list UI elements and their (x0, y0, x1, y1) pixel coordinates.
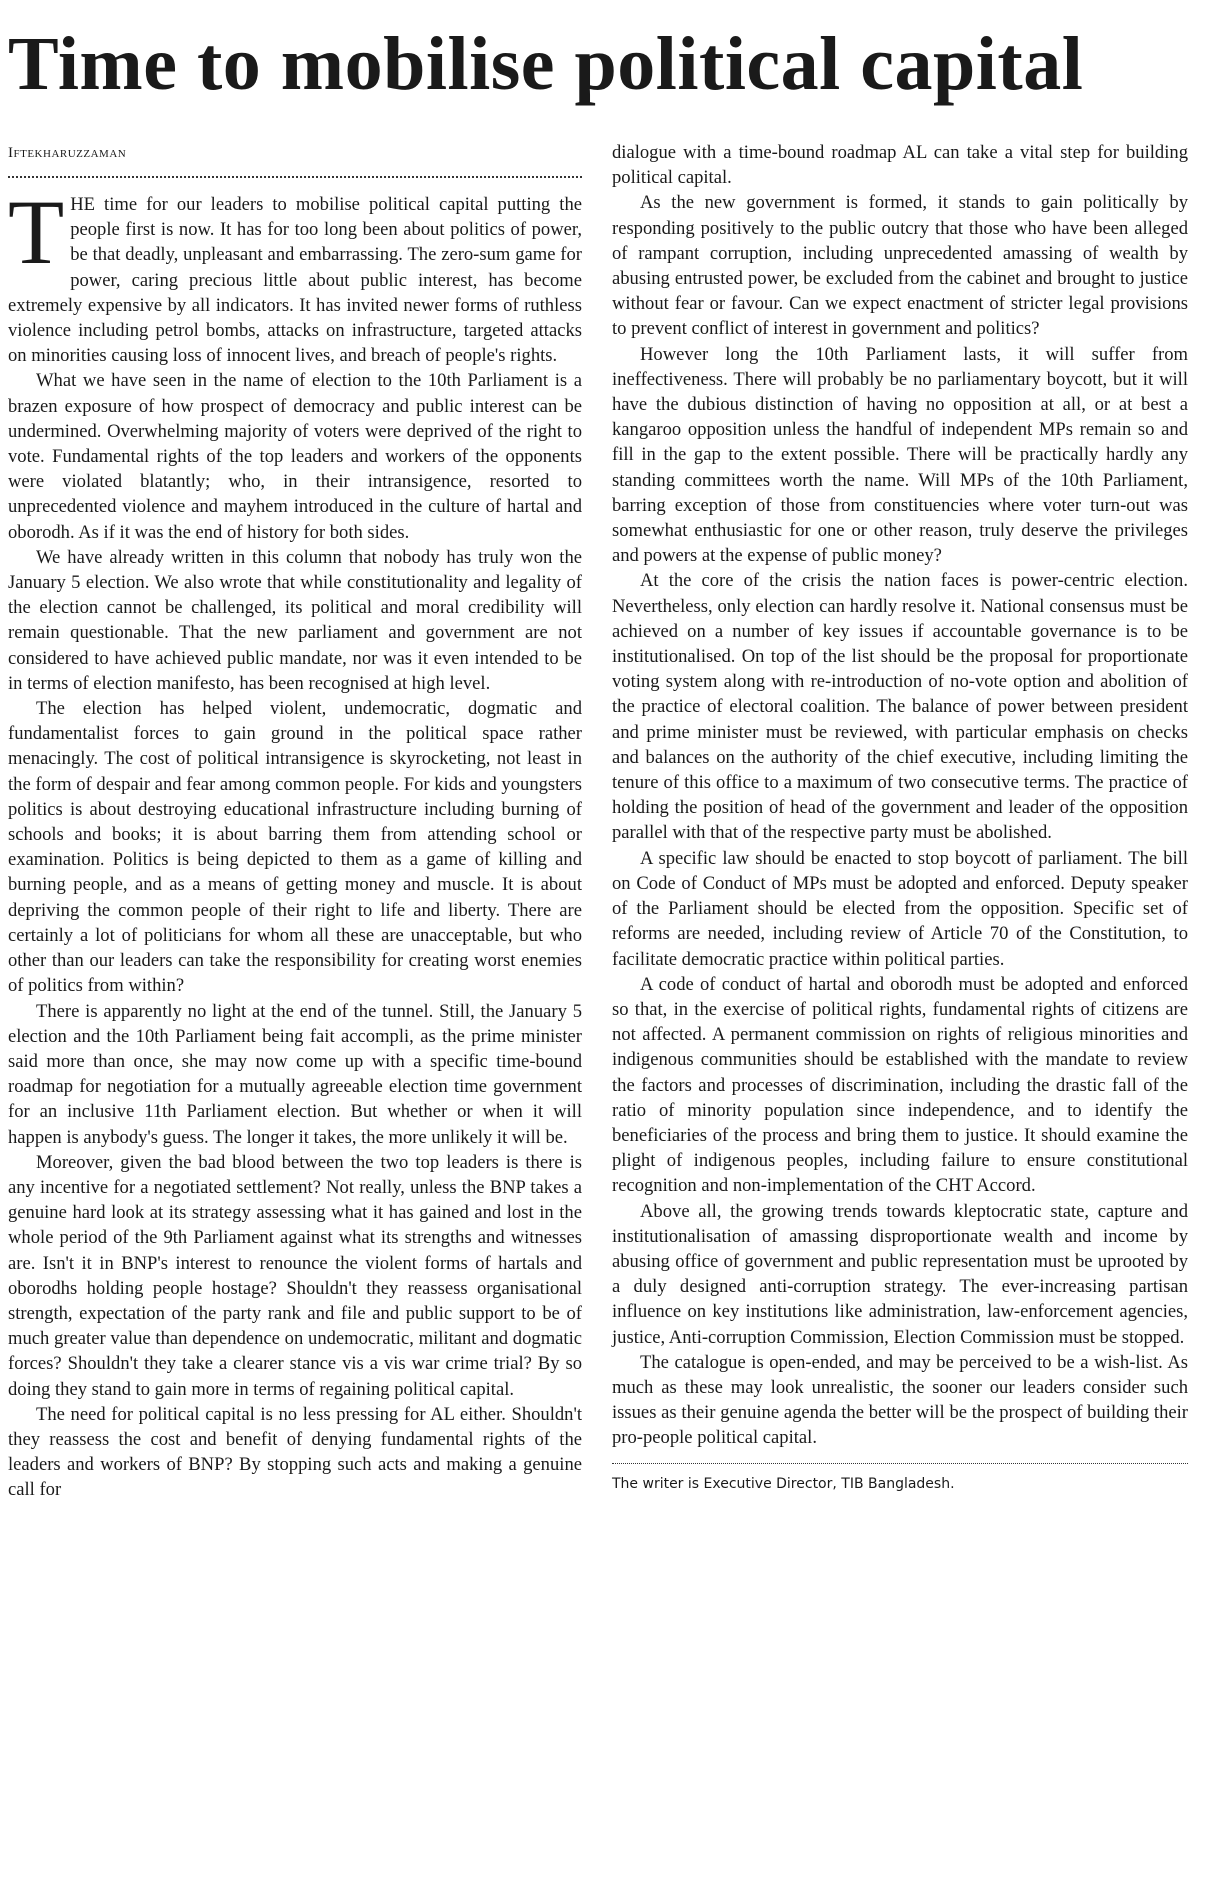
paragraph: As the new government is formed, it stands to gain politically by responding positively to the public outcry that those who have been alleged of rampant corruption, including unprecedented amassing of wealth by abusing entrusted power, be excluded from the cabinet and brought to justice without fear or favour. Can we expect enactment of stricter legal provisions to prevent conflict of interest in government and politics? (612, 192, 1188, 340)
right-column (612, 140, 1188, 1494)
paragraph: There is apparently no light at the end of the tunnel. Still, the January 5 election and the 10th Parliament being fait accompli, as the prime minister said more than once, she may now come up with a specific time-bound roadmap for negotiation for a mutually agreeable election time government for an inclusive 11th Parliament election. But whether or when it will happen is anybody's guess. The longer it takes, the more unlikely it will be. (8, 1000, 582, 1148)
paragraph: At the core of the crisis the nation faces is power-centric election. Nevertheless, only election can hardly resolve it. National consensus must be achieved on a number of key issues if accountable governance is to be institutionalised. On top of the list should be the proposal for proportionate voting system along with re-introduction of no-vote option and abolition of the practice of electoral coalition. The balance of power between president and prime minister must be reviewed, with particular emphasis on checks and balances on the authority of the chief executive, including limiting the tenure of this office to a maximum of two consecutive terms. The practice of holding the position of head of the government and leader of the opposition parallel with that of the respective party must be abolished. (612, 570, 1188, 844)
paragraph: The need for political capital is no less pressing for AL either. Shouldn't they reassess the cost and benefit of denying fundamental rights of the leaders and workers of BNP? By stopping such acts and making a genuine call for (8, 1403, 582, 1501)
byline: Iftekharuzzaman (8, 145, 127, 161)
paragraph: Above all, the growing trends towards kleptocratic state, capture and institutionalisation of amassing disproportionate wealth and income by abusing office of government and public representation must be uprooted by a duly designed anti-corruption strategy. The ever-increasing partisan influence on key institutions like administration, law-enforcement agencies, justice, Anti-corruption Commission, Election Commission must be stopped. (612, 1200, 1188, 1348)
first-paragraph-text: HE time for our leaders to mobilise political capital putting the people first is now. It has for too long been about politics of power, be that deadly, unpleasant and embarrassing. The zero-sum game for power, caring precious little about public interest, has become extremely expensive by all indicators. It has invited newer forms of ruthless violence including petrol bombs, attacks on infrastructure, targeted attacks on minorities causing loss of innocent lives, and breach of people's rights. (8, 194, 582, 367)
paragraph: The election has helped violent, undemocratic, dogmatic and fundamentalist forces to gain ground in the political space rather menacingly. The cost of political intransigence is skyrocketing, not least in the form of despair and fear among common people. For kids and youngsters politics is about destroying educational infrastructure including burning of schools and books; it is about barring them from attending school or examination. Politics is being depicted to them as a game of killing and burning people, and as a means of getting money and muscle. It is about depriving the common people of their right to life and liberty. There are certainly a lot of politicians for whom all these are unacceptable, but who other than our leaders can take the responsibility for creating worst enemies of politics from within? (8, 698, 582, 997)
paragraph: The catalogue is open-ended, and may be perceived to be a wish-list. As much as these may look unrealistic, the sooner our leaders consider such issues as their genuine agenda the better will be the prospect of building their pro-people political capital. (612, 1351, 1188, 1449)
first-paragraph (8, 181, 582, 368)
dropcap: T (8, 181, 65, 283)
author-note: The writer is Executive Director, TIB Bangladesh. (612, 1475, 955, 1492)
headline: Time to mobilise political capital (8, 22, 1084, 106)
paragraph: However long the 10th Parliament lasts, it will suffer from ineffectiveness. There will probably be no parliamentary boycott, but it will have the dubious distinction of having no opposition at all, or at best a kangaroo opposition unless the handful of independent MPs remain so and fill in the gap to the extent possible. There will be practically hardly any standing committees worth the name. Will MPs of the 10th Parliament, barring exception of those from constituencies where voter turn-out was somewhat enthusiastic for one or other reason, truly deserve the privileges and powers at the expense of public money? (612, 343, 1188, 567)
footer-divider (612, 1463, 1188, 1464)
paragraph: A code of conduct of hartal and oborodh must be adopted and enforced so that, in the exercise of political rights, fundamental rights of citizens are not affected. A permanent commission on rights of religious minorities and indigenous communities should be established with the mandate to review the factors and processes of discrimination, including the drastic fall of the ratio of minority population since independence, and to identify the beneficiaries of the process and bring them to justice. It should examine the plight of indigenous peoples, including failure to ensure constitutional recognition and non-implementation of the CHT Accord. (612, 973, 1188, 1197)
continued-paragraph: dialogue with a time-bound roadmap AL can take a vital step for building political capital. (612, 142, 1188, 189)
paragraph: We have already written in this column that nobody has truly won the January 5 election. We also wrote that while constitutionality and legality of the election cannot be challenged, its political and moral credibility will remain questionable. That the new parliament and government are not considered to have achieved public mandate, nor was it even intended to be in terms of election manifesto, has been recognised at high level. (8, 546, 582, 694)
paragraph: A specific law should be enacted to stop boycott of parliament. The bill on Code of Conduct of MPs must be adopted and enforced. Deputy speaker of the Parliament should be elected from the opposition. Specific set of reforms are needed, including review of Article 70 of the Constitution, to facilitate democratic practice within political parties. (612, 847, 1188, 970)
byline-divider (8, 176, 582, 178)
paragraph: What we have seen in the name of election to the 10th Parliament is a brazen exposure of how prospect of democracy and public interest can be undermined. Overwhelming majority of voters were deprived of the right to vote. Fundamental rights of the top leaders and workers of the opponents were violated blatantly; who, in their intransigence, resorted to unprecedented violence and mayhem introduced in the culture of hartal and oborodh. As if it was the end of history for both sides. (8, 370, 582, 543)
paragraph: Moreover, given the bad blood between the two top leaders is there is any incentive for a negotiated settlement? Not really, unless the BNP takes a genuine hard look at its strategy assessing what it has gained and lost in the whole period of the 9th Parliament against what its strengths and witnesses are. Isn't it in BNP's interest to renounce the violent forms of hartals and oborodhs holding people hostage? Shouldn't they reassess organisational strength, expectation of the party rank and file and public support to be of much greater value than dependence on undemocratic, militant and dogmatic forces? Shouldn't they take a clearer stance vis a vis war crime trial? By so doing they stand to gain more in terms of regaining political capital. (8, 1151, 582, 1400)
left-column (8, 142, 582, 1503)
